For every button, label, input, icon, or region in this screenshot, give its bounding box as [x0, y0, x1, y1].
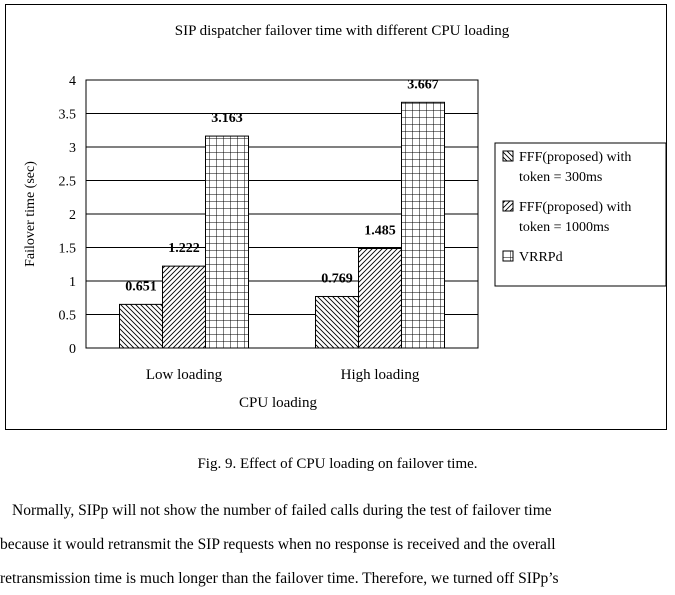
legend-swatch — [503, 201, 513, 211]
x-tick-label: High loading — [340, 367, 420, 383]
bar — [359, 249, 402, 348]
data-label: 0.769 — [321, 271, 353, 287]
y-tick-label: 1 — [69, 275, 76, 290]
bar — [206, 136, 249, 348]
data-label: 1.222 — [168, 241, 200, 257]
legend — [495, 143, 666, 286]
legend-label: FFF(proposed) with — [519, 150, 632, 165]
legend-label: FFF(proposed) with — [519, 200, 632, 215]
chart-frame — [5, 4, 667, 430]
y-tick-label: 2 — [69, 208, 76, 223]
legend-label: VRRPd — [519, 250, 563, 265]
y-tick-label: 1.5 — [58, 241, 76, 257]
y-tick-label: 4 — [69, 74, 76, 89]
body-text-line: Normally, SIPp will not show the number of failed calls during the test of failover time — [12, 502, 552, 519]
legend-label: token = 1000ms — [519, 220, 610, 235]
y-tick-label: 2.5 — [58, 174, 76, 190]
bar — [402, 102, 445, 348]
y-tick-labels — [59, 74, 77, 357]
data-label: 3.163 — [211, 111, 243, 127]
data-label: 1.485 — [364, 223, 396, 239]
figure-caption: Fig. 9. Effect of CPU loading on failover time. — [197, 456, 478, 472]
chart-title: SIP dispatcher failover time with different CPU loading — [174, 23, 510, 39]
y-axis-label: Failover time (sec) — [23, 161, 38, 267]
legend-swatch — [503, 251, 513, 261]
body-text-line: because it would retransmit the SIP requests when no response is received and the overall — [0, 536, 556, 553]
bar-chart — [6, 5, 668, 431]
y-tick-label: 0.5 — [58, 308, 76, 324]
y-tick-label: 3 — [69, 141, 76, 156]
x-tick-label: Low loading — [145, 367, 223, 383]
x-tick-labels — [146, 367, 420, 383]
bar — [316, 296, 359, 348]
bar — [163, 266, 206, 348]
bar — [120, 304, 163, 348]
data-label: 3.667 — [407, 77, 439, 93]
data-label: 0.651 — [125, 279, 157, 295]
legend-label: token = 300ms — [519, 170, 603, 185]
body-text-line: retransmission time is much longer than the failover time. Therefore, we turned off SIPp’s — [0, 570, 559, 587]
y-tick-label: 3.5 — [58, 107, 76, 123]
y-tick-label: 0 — [69, 342, 76, 357]
x-axis-label: CPU loading — [239, 395, 317, 411]
bars — [120, 102, 445, 348]
legend-swatch — [503, 151, 513, 161]
